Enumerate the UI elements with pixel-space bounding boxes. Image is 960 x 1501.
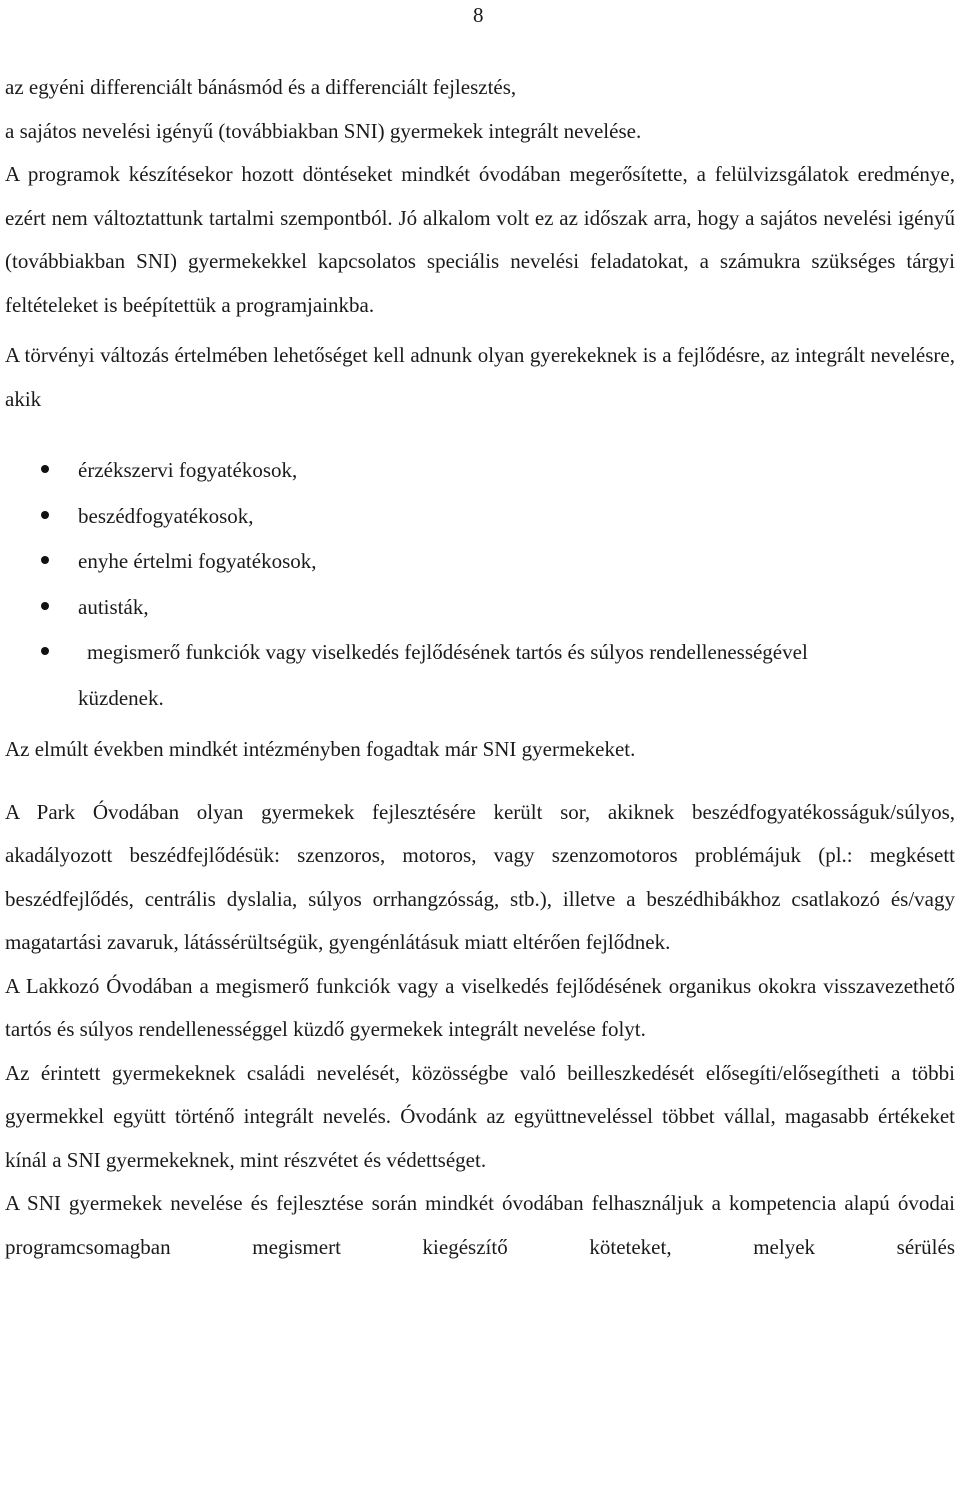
- paragraph-lakkozo: A Lakkozó Óvodában a megismerő funkciók vagy a viselkedés fejlődésének organikus okokra visszavezethető tartós és súlyos rendellenességgel küzdő gyermekek integrált nevelése folyt.: [5, 973, 955, 1041]
- paragraph-park: A Park Óvodában olyan gyermekek fejlesztésére került sor, akiknek beszédfogyatékosságuk/súlyos, akadályozott beszédfejlődésük: szenzoros, motoros, vagy szenzomotoros problémájuk (pl.: megkésett beszédfejlődés, centrális dyslalia, súlyos orrhangzósság, stb.), illetve a beszédhibákhoz csatlakozó és/vagy magatartási zavaruk, látássérültségük, gyengénlátásuk miatt eltérően fejlődnek.: [5, 799, 955, 954]
- bullet-dot-icon: [41, 602, 49, 610]
- document-body: [5, 66, 955, 1269]
- page-number: 8: [473, 3, 484, 27]
- intro-line-2: a sajátos nevelési igényű (továbbiakban SNI) gyermekek integrált nevelése.: [5, 118, 642, 143]
- paragraph-affected: Az érintett gyermekeknek családi nevelését, közösségbe való beilleszkedését elősegíti/elősegítheti a többi gyermekkel együtt történő integrált nevelés. Óvodánk az együttneveléssel többet vállal, magasabb értékeket kínál a SNI gyermekeknek, mint részvétet és védettséget.: [5, 1060, 955, 1172]
- bullet-dot-icon: [41, 465, 49, 473]
- list-item: autisták,: [5, 585, 955, 631]
- list-item: enyhe értelmi fogyatékosok,: [5, 539, 955, 585]
- paragraph-past-years: Az elmúlt években mindkét intézményben fogadtak már SNI gyermekeket.: [5, 737, 636, 761]
- bullet-dot-icon: [41, 647, 49, 655]
- bullet-dot-icon: [41, 511, 49, 519]
- bullet-dot-icon: [41, 556, 49, 564]
- list-item: beszédfogyatékosok,: [5, 494, 955, 540]
- list-item: érzékszervi fogyatékosok,: [5, 448, 955, 494]
- paragraph-competence: A SNI gyermekek nevelése és fejlesztése során mindkét óvodában felhasználjuk a kompetencia alapú óvodai programcsomagban megismert kiegészítő köteteket, melyek sérülés: [5, 1191, 955, 1259]
- intro-line-1: az egyéni differenciált bánásmód és a differenciált fejlesztés,: [5, 75, 517, 99]
- sni-category-list: [5, 448, 955, 721]
- list-item: megismerő funkciók vagy viselkedés fejlődésének tartós és súlyos rendellenességével küzdenek.: [5, 630, 955, 721]
- paragraph-law: A törvényi változás értelmében lehetőséget kell adnunk olyan gyerekeknek is a fejlődésre, az integrált nevelésre, akik: [5, 343, 955, 411]
- paragraph-programs: A programok készítésekor hozott döntéseket mindkét óvodában megerősítette, a felülvizsgálatok eredménye, ezért nem változtattunk tartalmi szempontból. Jó alkalom volt ez az időszak arra, hogy a sajátos nevelési igényű (továbbiakban SNI) gyermekekkel kapcsolatos speciális nevelési feladatokat, a számukra szükséges tárgyi feltételeket is beépítettük a programjainkba.: [5, 162, 955, 317]
